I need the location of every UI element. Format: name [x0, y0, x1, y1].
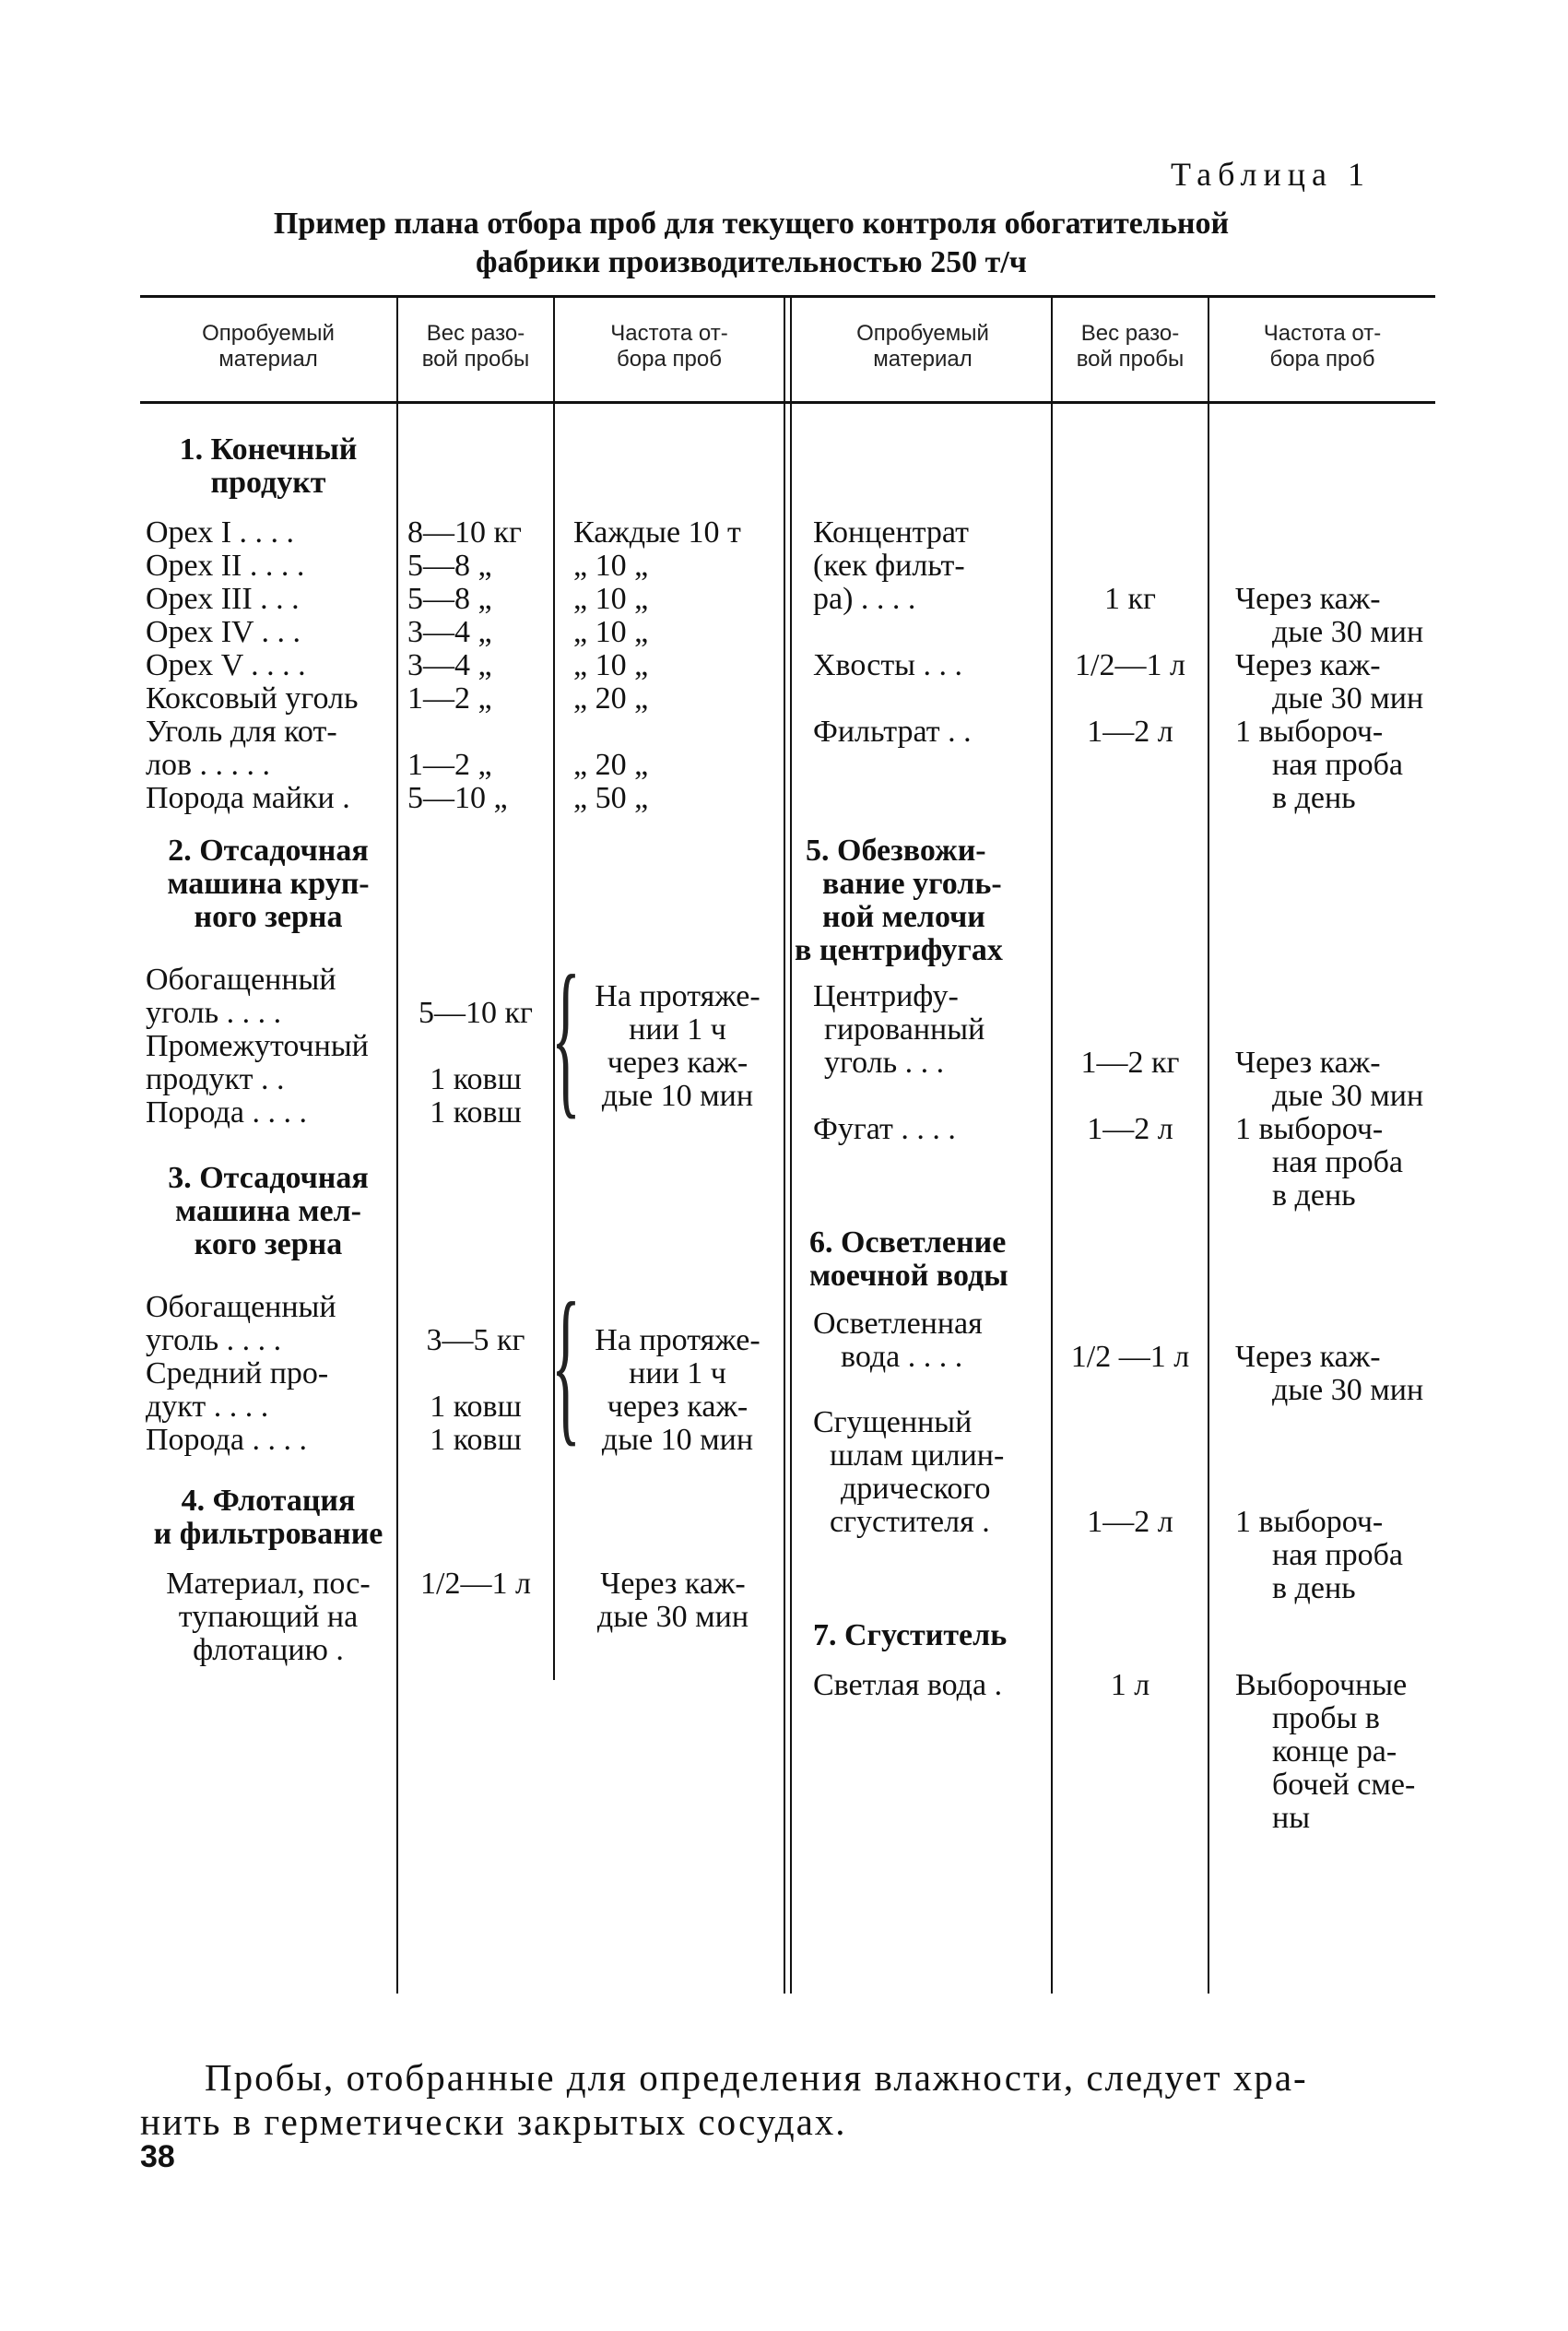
weight-cell: 1 кг [1104, 582, 1156, 616]
material-cell: Сгущенный шлам цилин- дрического сгустителя . [813, 1405, 1005, 1539]
weight-cell: 1/2 —1 л [1070, 1340, 1190, 1374]
weight-cell: 1 ковш 1 ковш [430, 1390, 522, 1457]
header-frequency: Частота от- бора проб [610, 321, 728, 372]
frequency-cell: На протяже- нии 1 ч через каж- дые 10 мин [595, 1323, 760, 1457]
material-cell: Центрифу- гированный уголь . . . [813, 979, 985, 1080]
body-text-line2: нить в герметически закрытых сосудах. [140, 2100, 847, 2143]
material-cell: Осветленная вода . . . . [813, 1307, 983, 1374]
frequency-cell: Через каж- дые 30 мин [1235, 1340, 1424, 1407]
curly-brace: { [551, 1268, 581, 1461]
header-material: Опробуемый материал [856, 321, 989, 372]
weight-cell: 1/2—1 л [420, 1567, 531, 1601]
frequency-cell: 1 выбороч- ная проба в день [1235, 715, 1404, 815]
column-divider [1208, 297, 1209, 1994]
table-header-rule [140, 401, 1435, 404]
weight-cell: 1—2 л [1087, 1112, 1173, 1146]
table-top-rule [140, 295, 1435, 298]
weight-cell: 3—5 кг [426, 1323, 525, 1357]
body-text-line1: Пробы, отобранные для определения влажности, следует хра- [205, 2056, 1308, 2099]
section-heading: 7. Сгуститель [813, 1618, 1008, 1652]
material-column: Обогащенный уголь . . . . Средний про- дукт . . . . Порода . . . . [146, 1290, 336, 1457]
table-label: Таблица 1 [1171, 156, 1371, 193]
weight-cell: 5—10 кг [419, 996, 533, 1030]
frequency-column: Каждые 10 т „ 10 „ „ 10 „ „ 10 „ „ 10 „ „ 20 „ „ 20 „ „ 50 „ [573, 515, 741, 815]
weight-cell: 1—2 кг [1080, 1046, 1180, 1080]
material-cell: Хвосты . . . [813, 648, 963, 682]
material-cell: Светлая вода . [813, 1668, 1003, 1702]
column-divider [396, 297, 398, 1994]
material-column: Орех I . . . . Орех II . . . . Орех III . . . Орех IV . . . Орех V . . . . Коксовый уголь Уголь для кот- лов . . . . . Порода майки . [146, 515, 359, 815]
weight-cell: 1 ковш 1 ковш [430, 1062, 522, 1130]
section-heading: 2. Отсадочная машина круп- ного зерна [167, 834, 370, 934]
column-divider [790, 297, 792, 1994]
material-cell: Концентрат (кек фильт- ра) . . . . [813, 515, 970, 616]
table-title-line1: Пример плана отбора проб для текущего контроля обогатительной [273, 207, 1230, 241]
weight-cell: 1—2 л [1087, 1505, 1173, 1539]
section-heading: 5. Обезвожи- вание уголь- ной мелочи в центрифугах [795, 834, 1003, 967]
page-number: 38 [140, 2139, 175, 2174]
material-column: Обогащенный уголь . . . . Промежуточный продукт . . Порода . . . . [146, 963, 369, 1130]
frequency-cell: На протяже- нии 1 ч через каж- дые 10 мин [595, 979, 760, 1113]
material-cell: Материал, пос- тупающий на флотацию . [166, 1567, 371, 1667]
header-weight: Вес разо- вой пробы [1076, 321, 1185, 372]
frequency-cell: Через каж- дые 30 мин [1235, 648, 1424, 716]
frequency-cell: Через каж- дые 30 мин [1235, 582, 1424, 649]
weight-column: 8—10 кг 5—8 „ 5—8 „ 3—4 „ 3—4 „ 1—2 „ 1—2 „ 5—10 „ [407, 515, 522, 815]
frequency-cell: 1 выбороч- ная проба в день [1235, 1505, 1404, 1605]
weight-cell: 1—2 л [1087, 715, 1173, 749]
material-cell: Фугат . . . . [813, 1112, 956, 1146]
material-cell: Фильтрат . . [813, 715, 972, 749]
header-material: Опробуемый материал [202, 321, 335, 372]
frequency-cell: Через каж- дые 30 мин [596, 1567, 749, 1634]
frequency-cell: Выборочные пробы в конце ра- бочей сме- ны [1235, 1668, 1416, 1835]
header-frequency: Частота от- бора проб [1263, 321, 1382, 372]
column-divider [784, 297, 785, 1994]
weight-cell: 1 л [1110, 1668, 1150, 1702]
frequency-cell: 1 выбороч- ная проба в день [1235, 1112, 1404, 1213]
weight-cell: 1/2—1 л [1075, 648, 1185, 682]
curly-brace: { [551, 941, 581, 1134]
frequency-cell: Через каж- дые 30 мин [1235, 1046, 1424, 1113]
table-title-line2: фабрики производительностью 250 т/ч [476, 245, 1027, 279]
section-heading: 4. Флотация и фильтрование [153, 1484, 383, 1551]
header-weight: Вес разо- вой пробы [421, 321, 530, 372]
section-heading: 1. Конечный продукт [179, 432, 358, 500]
section-heading: 3. Отсадочная машина мел- кого зерна [168, 1161, 369, 1261]
section-heading: 6. Осветление моечной воды [809, 1225, 1008, 1293]
